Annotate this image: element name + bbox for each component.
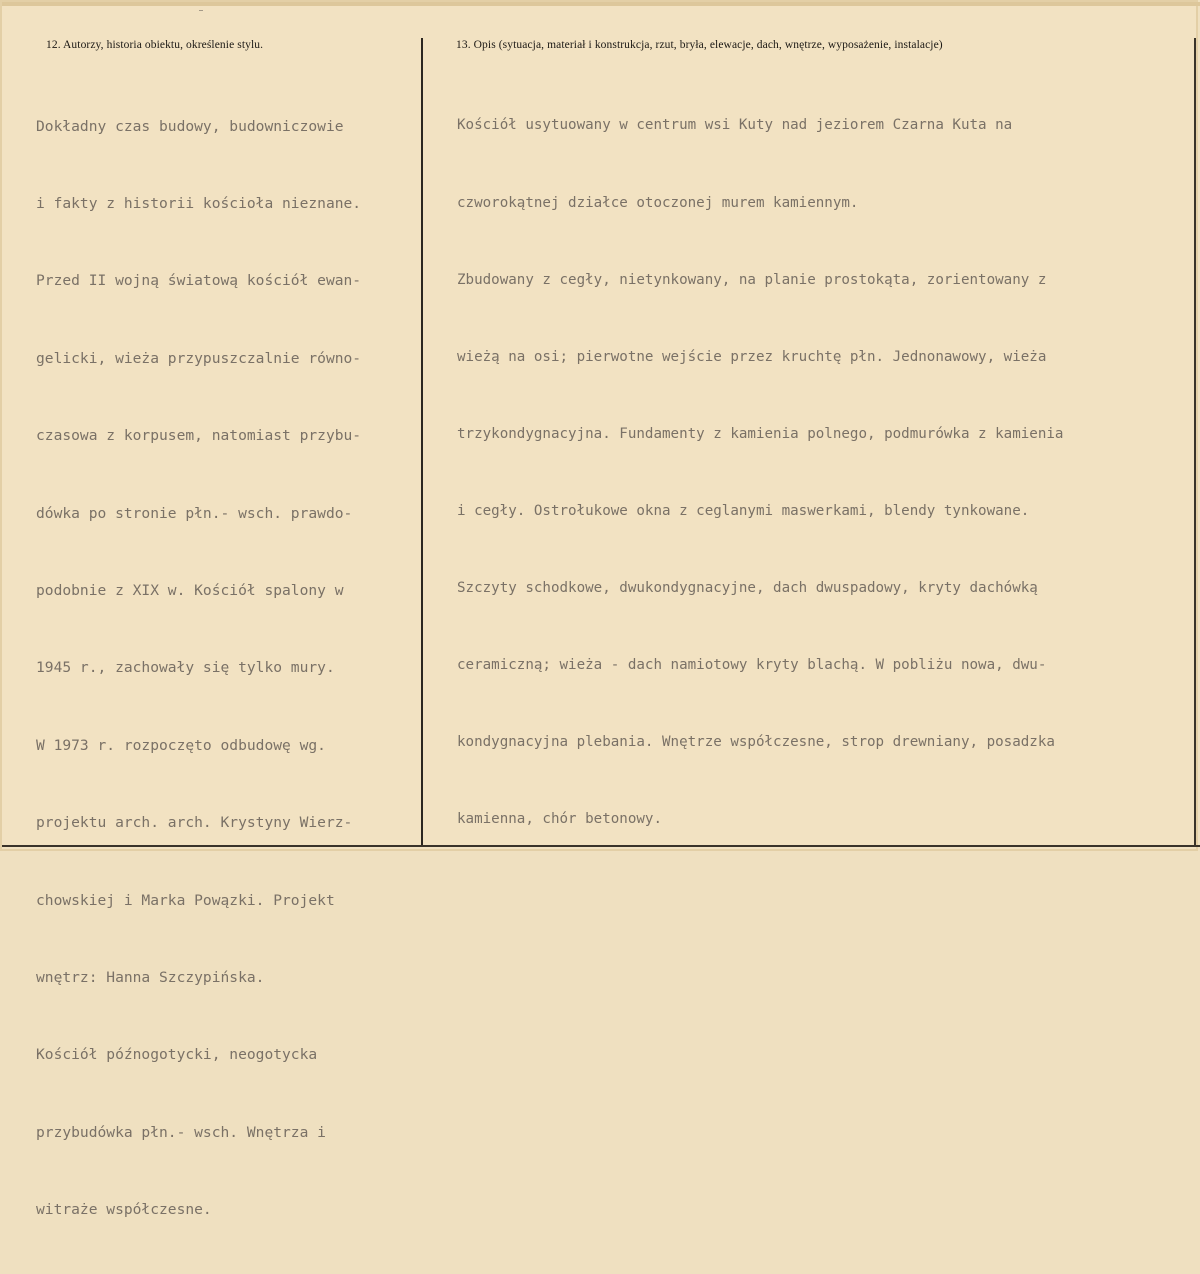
history-line: Przed II wojną światową kościół ewan- [36, 272, 362, 290]
history-line: dówka po stronie płn.- wsch. prawdo- [36, 504, 353, 522]
history-line: Dokładny czas budowy, budowniczowie [36, 117, 344, 135]
history-line: wnętrz: Hanna Szczypińska. [36, 968, 265, 986]
section-12-heading: 12. Autorzy, historia obiektu, określenie stylu. [46, 39, 264, 51]
description-line: Zbudowany z cegły, nietynkowany, na planie prostokąta, zorientowany z [457, 271, 1047, 288]
description-line: Kościół usytuowany w centrum wsi Kuty nad jeziorem Czarna Kuta na [457, 117, 1013, 134]
history-line: gelicki, wieża przypuszczalnie równo- [36, 349, 362, 367]
history-line: chowskiej i Marka Powązki. Projekt [36, 891, 335, 909]
right-border-line [1194, 38, 1196, 846]
description-line: kondygnacyjna plebania. Wnętrze współczesne, strop drewniany, posadzka [457, 734, 1055, 751]
description-line: Szczyty schodkowe, dwukondygnacyjne, dach dwuspadowy, kryty dachówką [457, 579, 1038, 596]
history-line: czasowa z korpusem, natomiast przybu- [36, 427, 362, 445]
section-13-heading: 13. Opis (sytuacja, materiał i konstrukcja, rzut, bryła, elewacje, dach, wnętrze, wyposażenie, instalacje) [456, 39, 943, 51]
history-line: i fakty z historii kościoła nieznane. [36, 194, 362, 212]
card-top-edge [2, 2, 1200, 6]
history-line: Kościół późnogotycki, neogotycka [36, 1046, 318, 1064]
description-line: wieżą na osi; pierwotne wejście przez kruchtę płn. Jednonawowy, wieża [457, 348, 1047, 365]
description-line: kamienna, chór betonowy. [457, 811, 662, 828]
description-line: i cegły. Ostrołukowe okna z ceglanymi maswerkami, blendy tynkowane. [457, 502, 1030, 519]
description-text-block [457, 62, 1063, 884]
column-divider [421, 38, 423, 846]
pencil-mark [199, 10, 203, 11]
history-line: W 1973 r. rozpoczęto odbudowę wg. [36, 736, 326, 754]
history-line: witraże współczesne. [36, 1201, 212, 1219]
history-line: przybudówka płn.- wsch. Wnętrza i [36, 1123, 326, 1141]
history-line: podobnie z XIX w. Kościół spalony w [36, 581, 344, 599]
description-line: ceramiczną; wieża - dach namiotowy kryty blachą. W pobliżu nowa, dwu- [457, 657, 1047, 674]
description-line: czworokątnej działce otoczonej murem kamiennym. [457, 194, 859, 211]
history-line: projektu arch. arch. Krystyny Wierz- [36, 814, 353, 832]
history-text-block [36, 62, 361, 1274]
history-line: 1945 r., zachowały się tylko mury. [36, 659, 335, 677]
description-line: trzykondygnacyjna. Fundamenty z kamienia polnego, podmurówka z kamienia [457, 425, 1064, 442]
